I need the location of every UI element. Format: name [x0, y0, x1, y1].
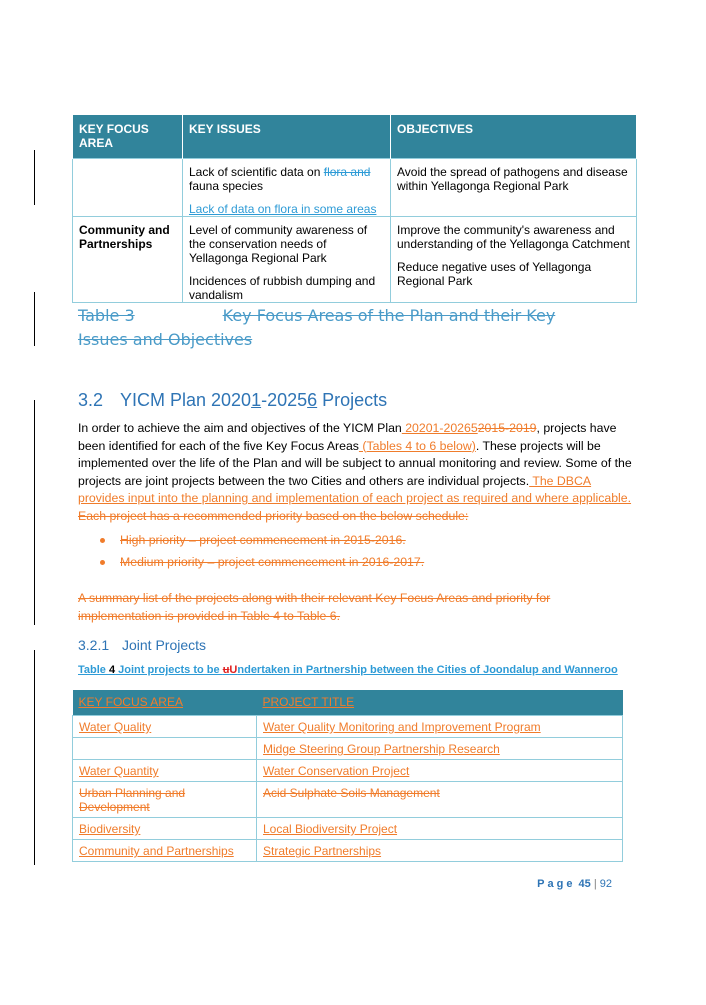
table-row	[73, 760, 623, 782]
summary-paragraph: A summary list of the projects along with their relevant Key Focus Areas and priority for implementation is provided in Table 4 to Table 6.	[78, 591, 551, 623]
table-row	[73, 716, 623, 738]
table-cell: Urban Planning and Development	[73, 782, 257, 818]
table-cell: Improve the community's awareness and understanding of the Yellagonga Catchment Reduce negative uses of Yellagonga Regional Park	[391, 217, 637, 303]
table-row	[73, 159, 637, 217]
column-header: PROJECT TITLE	[257, 690, 623, 716]
page-footer	[537, 878, 612, 890]
list-item: High priority – project commencement in 2015-2016.	[100, 533, 424, 555]
table-cell: Acid Sulphate Soils Management	[257, 782, 623, 818]
table-header-row	[73, 115, 637, 159]
table-row	[73, 217, 637, 303]
priority-list	[100, 533, 424, 577]
table-cell: Biodiversity	[73, 818, 257, 840]
inserted-text: U	[229, 664, 238, 676]
change-bar	[34, 650, 35, 865]
table-cell: Midge Steering Group Partnership Research	[257, 738, 623, 760]
subsection-heading: 3.2.1 Joint Projects	[78, 637, 207, 653]
inserted-text: Lack of data on flora in some areas	[189, 202, 377, 216]
table-row	[73, 840, 623, 862]
key-focus-table	[72, 114, 637, 303]
column-header: KEY FOCUS AREA	[73, 115, 183, 159]
bullet-icon	[100, 560, 105, 565]
table-cell: Avoid the spread of pathogens and disease within Yellagonga Regional Park	[391, 159, 637, 217]
change-bar	[34, 292, 35, 346]
table-cell: Water Quality Monitoring and Improvement Program	[257, 716, 623, 738]
table-caption: Table 3 Key Focus Areas of the Plan and their Key Issues and Objectives	[78, 306, 556, 349]
table-row	[73, 818, 623, 840]
deleted-text: 2015-2019	[477, 421, 537, 435]
list-item: Medium priority – project commencement in 2016-2017.	[100, 555, 424, 577]
inserted-text: 20201-20265	[401, 421, 478, 435]
joint-projects-table	[72, 690, 623, 862]
table-cell	[73, 738, 257, 760]
column-header: OBJECTIVES	[391, 115, 637, 159]
table-cell	[73, 159, 183, 217]
deleted-text: Each project has a recommended priority based on the below schedule:	[78, 508, 469, 523]
page-total: 92	[599, 878, 612, 890]
table-cell: Water Quantity	[73, 760, 257, 782]
body-paragraph: In order to achieve the aim and objectives of the YICM Plan 20201-202652015-2019, projects have been identified for each of the five Key Focus Areas (Tables 4 to 6 below). These projects will be implemented over the life of the Plan and will be subject to annual monitoring and review. Some of the projects are joint projects between the two Cities and others are individual projects. The DBCA provides input into the planning and implementation of each project as required and where applicable. Each project has a recommended priority based on the below schedule:	[78, 421, 632, 523]
page-label: Page	[537, 878, 576, 890]
page-separator: |	[593, 878, 597, 890]
deleted-text: u	[222, 664, 230, 676]
table-cell: Lack of scientific data on flora and fauna species Lack of data on flora in some areas	[183, 159, 391, 217]
table-caption: Table 4 Joint projects to be uUndertaken in Partnership between the Cities of Joondalup and Wanneroo	[78, 664, 618, 676]
table-header-row	[73, 690, 623, 716]
bullet-icon	[100, 538, 105, 543]
table-row	[73, 738, 623, 760]
change-bar	[34, 150, 35, 205]
section-heading: 3.2 YICM Plan 20201-20256 Projects	[78, 390, 388, 410]
column-header: KEY ISSUES	[183, 115, 391, 159]
table-cell: Community and Partnerships	[73, 840, 257, 862]
inserted-text: The DBCA provides input into the planning and implementation of each project as required and where applicable.	[78, 473, 632, 505]
table-cell: Level of community awareness of the conservation needs of Yellagonga Regional Park Incidences of rubbish dumping and vandalism	[183, 217, 391, 303]
table-cell: Water Conservation Project	[257, 760, 623, 782]
table-row	[73, 782, 623, 818]
table-cell: Local Biodiversity Project	[257, 818, 623, 840]
deleted-text: flora and	[323, 165, 371, 179]
column-header: KEY FOCUS AREA	[73, 690, 257, 716]
inserted-text: (Tables 4 to 6 below)	[358, 438, 476, 453]
table-cell: Water Quality	[73, 716, 257, 738]
table-cell: Strategic Partnerships	[257, 840, 623, 862]
change-bar	[34, 400, 35, 625]
table-cell: Community and Partnerships	[73, 217, 183, 303]
page-number: 45	[578, 878, 591, 890]
